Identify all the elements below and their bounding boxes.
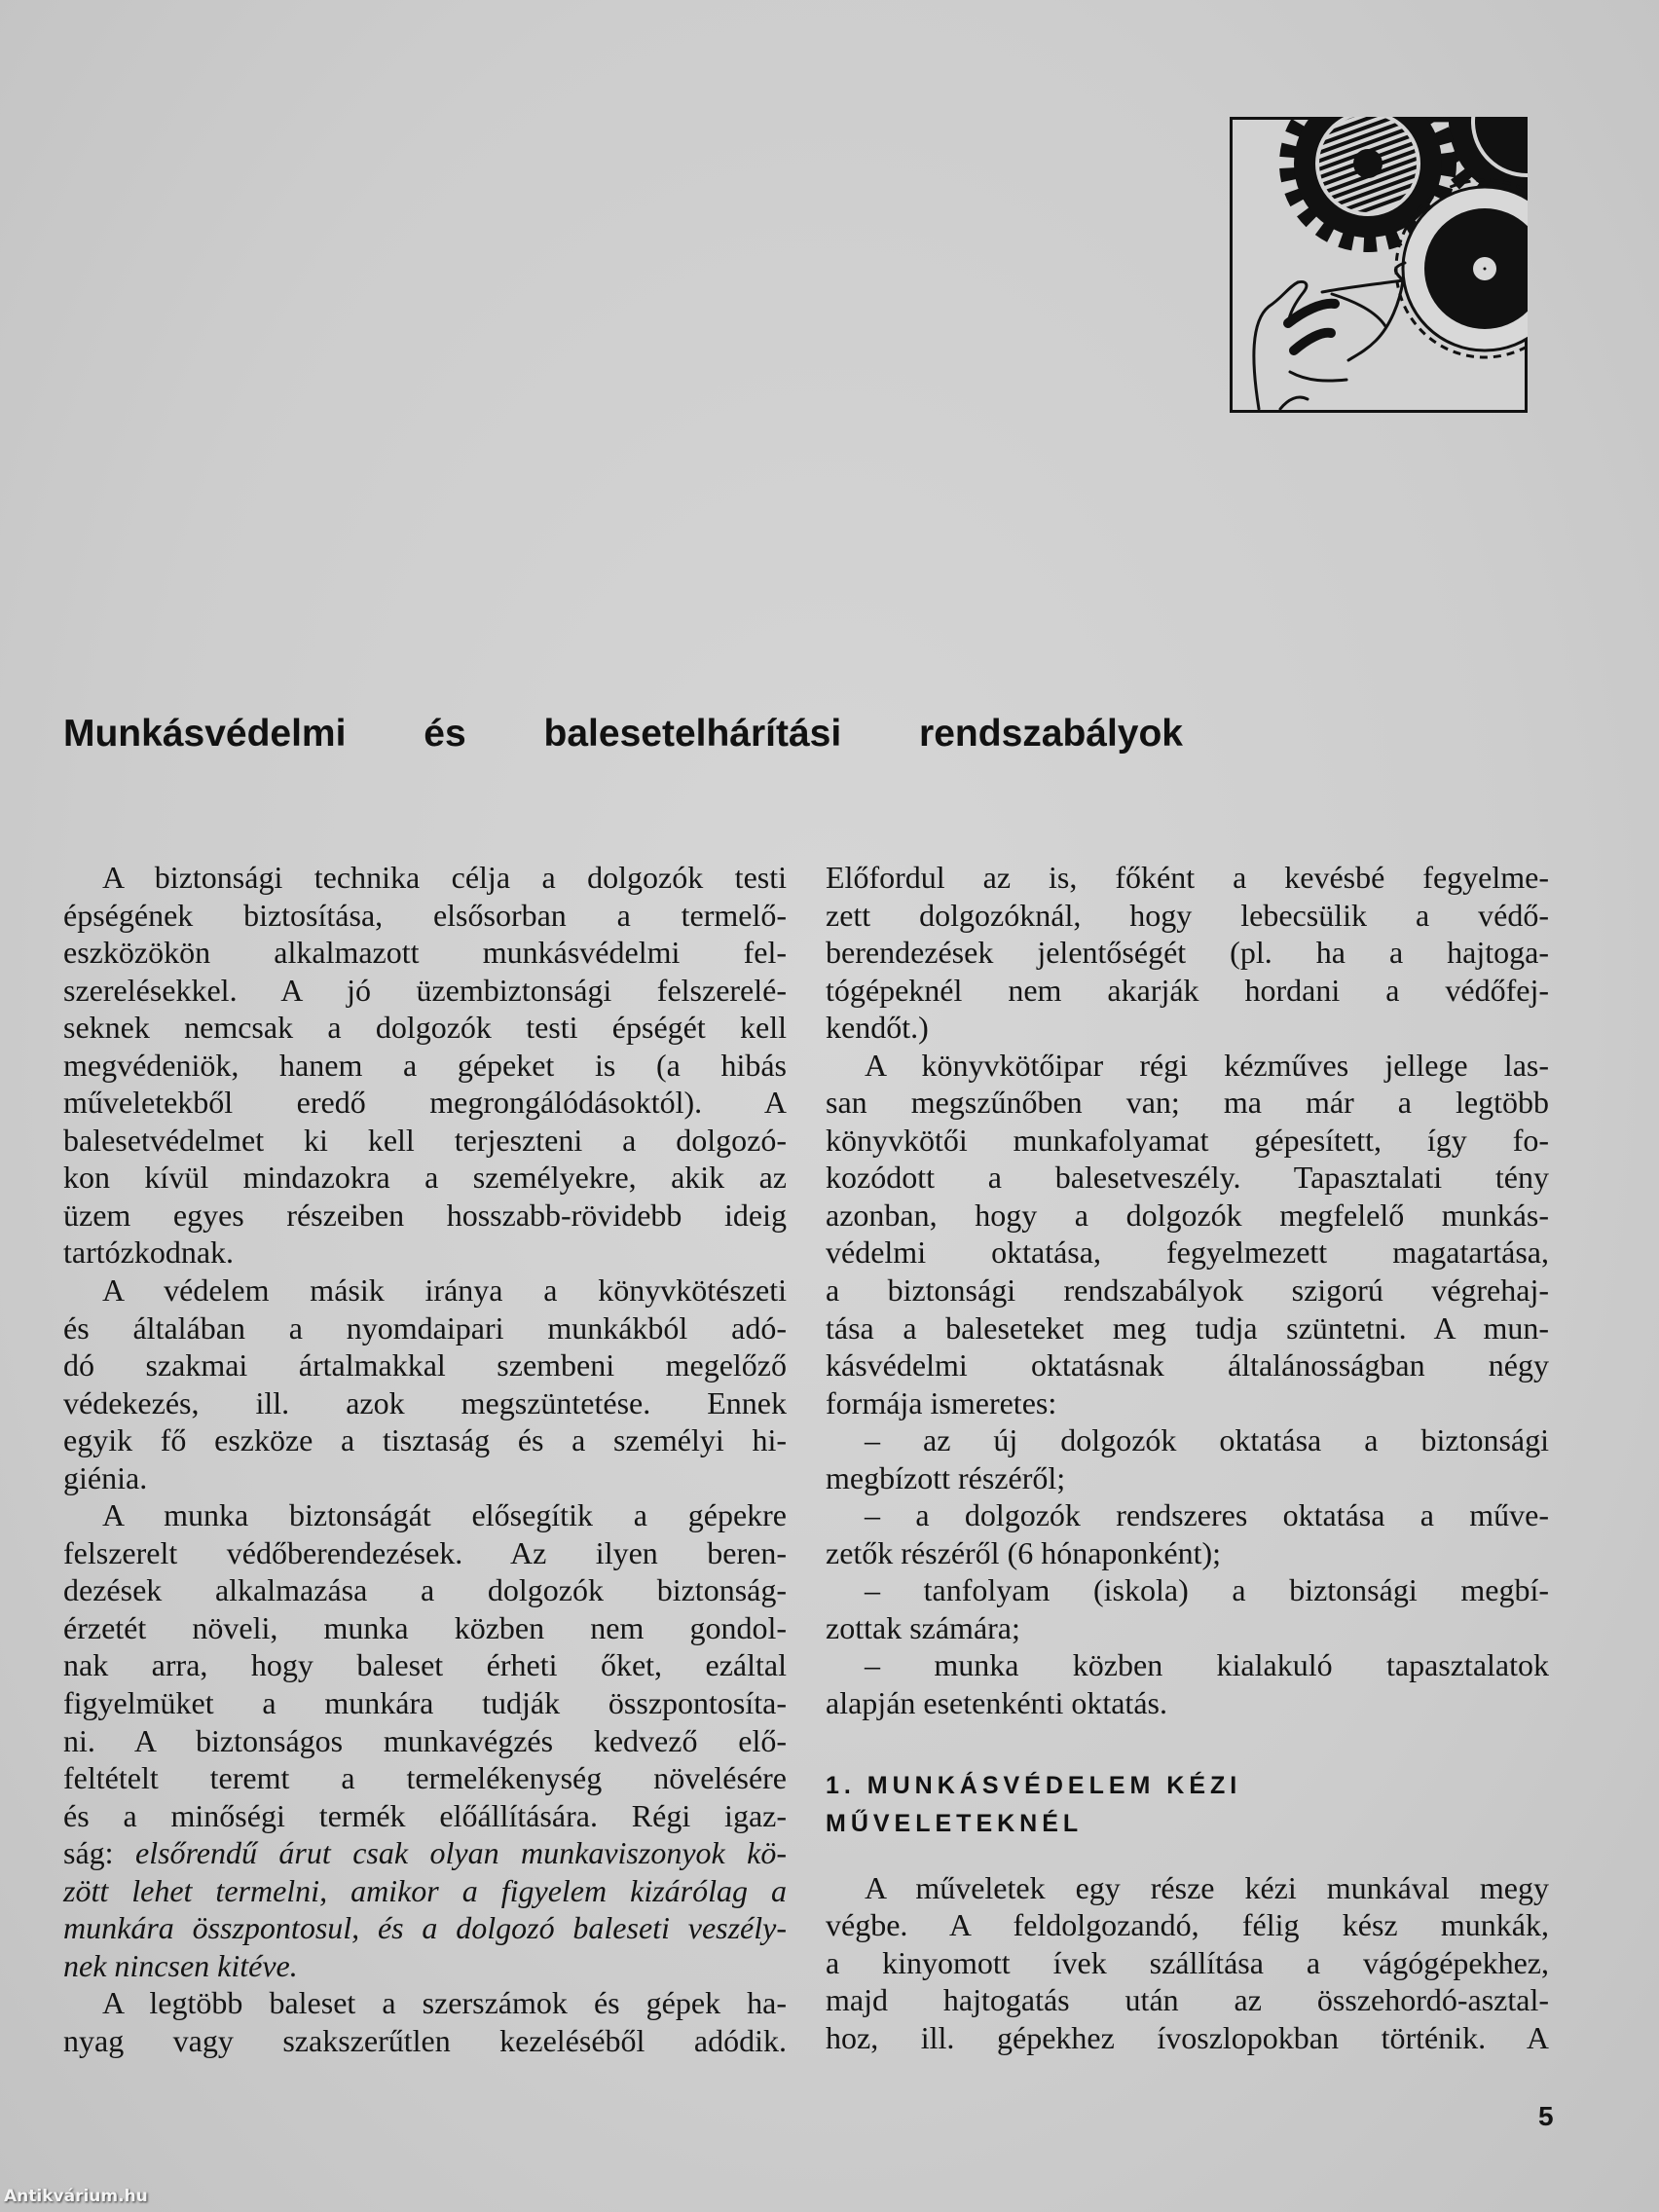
section-heading — [826, 1767, 1549, 1843]
text-line: dó szakmai ártalmakkal szembeni megelőző — [63, 1347, 787, 1383]
text-line: kon kívül mindazokra a személyekre, akik az — [63, 1160, 787, 1196]
text-line: üzem egyes részeiben hosszabb-rövidebb ideig — [63, 1197, 787, 1233]
watermark: Antikvárium.hu — [4, 2187, 148, 2206]
text-line: – az új dolgozók oktatása a biztonsági — [865, 1422, 1549, 1458]
paragraph — [826, 859, 1549, 1047]
paragraph — [826, 1421, 1549, 1496]
text-line — [63, 1947, 787, 1985]
paragraph — [63, 1984, 787, 2059]
text-italic: zött lehet termelni, amikor a figyelem kizárólag a — [63, 1872, 787, 1908]
paragraph — [826, 1496, 1549, 1571]
text-line: A munka biztonságát elősegítik a gépekre — [102, 1497, 787, 1533]
text-line: könyvkötői munkafolyamat gépesített, így fo- — [826, 1122, 1549, 1158]
text-line: – a dolgozók rendszeres oktatása a műve- — [865, 1497, 1549, 1533]
text-line: egyik fő eszköze a tisztaság és a személyi hi- — [63, 1422, 787, 1458]
paragraph — [826, 1869, 1549, 2057]
text-line: tógépeknél nem akarják hordani a védőfej- — [826, 972, 1549, 1008]
text-line: és a minőségi termék előállítására. Régi igaz- — [63, 1797, 787, 1833]
section-heading-line: MŰVELETEKNÉL — [826, 1809, 1084, 1837]
text-italic: elsőrendű árut csak olyan munkaviszonyok kö- — [134, 1835, 788, 1871]
text-italic: munkára összpontosul, és a dolgozó baleseti veszély- — [63, 1910, 787, 1946]
page-title: Munkásvédelmi és balesetelhárítási rendszabályok — [63, 713, 1183, 755]
text-line: majd hajtogatás után az összehordó-asztal- — [826, 1982, 1549, 2018]
text-line: tartózkodnak. — [63, 1235, 235, 1271]
text-line: nak arra, hogy baleset érheti őket, ezáltal — [63, 1647, 787, 1683]
paragraph — [63, 859, 787, 1272]
text-line: műveletekből eredő megrongálódásoktól). A — [63, 1085, 787, 1121]
text-line: ni. A biztonságos munkavégzés kedvező elő- — [63, 1722, 787, 1758]
text-line: A biztonsági technika célja a dolgozók testi — [102, 860, 787, 895]
text-line: Előfordul az is, főként a kevésbé fegyelme- — [826, 860, 1549, 895]
paragraph — [63, 1272, 787, 1496]
text-line: balesetvédelmet ki kell terjeszteni a dolgozó- — [63, 1122, 787, 1158]
text-line: san megszűnőben van; ma már a legtöbb — [826, 1085, 1549, 1121]
text-line: A könyvkötőipar régi kézműves jellege las- — [865, 1047, 1549, 1083]
text-line: végbe. A feldolgozandó, félig kész munkák, — [826, 1907, 1549, 1943]
text-line: – munka közben kialakuló tapasztalatok — [865, 1647, 1549, 1683]
text-line: azonban, hogy a dolgozók megfelelő munkás- — [826, 1197, 1549, 1233]
text-line: a kinyomott ívek szállítása a vágógépekhez, — [826, 1944, 1549, 1980]
text-line — [63, 1834, 787, 1872]
text-line: védekezés, ill. azok megszüntetése. Ennek — [63, 1384, 787, 1420]
text-line: hoz, ill. gépekhez ívoszlopokban történik. A — [826, 2019, 1549, 2055]
text-line: A védelem másik iránya a könyvkötészeti — [102, 1272, 787, 1309]
text-line: nyag vagy szakszerűtlen kezeléséből adódik. — [63, 2022, 787, 2058]
text-line: dezések alkalmazása a dolgozók biztonság- — [63, 1572, 787, 1608]
text-line: formája ismeretes: — [826, 1384, 1057, 1420]
paragraph — [63, 1496, 787, 1984]
paragraph — [826, 1047, 1549, 1421]
text-line: alapján esetenkénti oktatás. — [826, 1685, 1167, 1721]
text-line: giénia. — [63, 1459, 148, 1495]
text-normal: ság: — [63, 1835, 135, 1871]
text-line — [63, 1872, 787, 1910]
text-line: megbízott részéről; — [826, 1459, 1066, 1495]
text-line: zetők részéről (6 hónaponként); — [826, 1534, 1222, 1570]
text-line: zottak számára; — [826, 1609, 1020, 1645]
text-line: kendőt.) — [826, 1010, 929, 1046]
text-line: épségének biztosítása, elsősorban a termelő- — [63, 897, 787, 933]
text-line: védelmi oktatása, fegyelmezett magatartása, — [826, 1235, 1549, 1271]
text-line: zett dolgozóknál, hogy lebecsülik a védő- — [826, 897, 1549, 933]
gears-and-hand-icon — [1230, 117, 1528, 413]
text-line: kozódott a balesetveszély. Tapasztalati tény — [826, 1160, 1549, 1196]
text-line: felszerelt védőberendezések. Az ilyen beren- — [63, 1534, 787, 1570]
text-line: seknek nemcsak a dolgozók testi épségét kell — [63, 1010, 787, 1046]
left-column — [63, 859, 787, 2060]
text-line — [63, 1909, 787, 1947]
text-line: eszközökön alkalmazott munkásvédelmi fel- — [63, 935, 787, 971]
paragraph — [826, 1646, 1549, 1721]
text-line: kásvédelmi oktatásnak általánosságban négy — [826, 1347, 1549, 1383]
text-italic: nek nincsen kitéve. — [63, 1947, 298, 1983]
paragraph — [826, 1571, 1549, 1646]
text-line: megvédeniök, hanem a gépeket is (a hibás — [63, 1047, 787, 1083]
text-line: szerelésekkel. A jó üzembiztonsági felszerelé- — [63, 972, 787, 1008]
text-line: és általában a nyomdaipari munkákból adó- — [63, 1309, 787, 1346]
text-line: figyelmüket a munkára tudják összpontosíta- — [63, 1685, 787, 1721]
text-line: a biztonsági rendszabályok szigorú végrehaj- — [826, 1272, 1549, 1309]
text-line: feltételt teremt a termelékenység növelésére — [63, 1760, 787, 1796]
text-line: – tanfolyam (iskola) a biztonsági megbí- — [865, 1572, 1549, 1608]
text-line: berendezések jelentőségét (pl. ha a hajtoga- — [826, 935, 1549, 971]
right-column — [826, 859, 1549, 2056]
text-line: tása a baleseteket meg tudja szüntetni. A mun- — [826, 1309, 1549, 1346]
text-line: A műveletek egy része kézi munkával megy — [865, 1869, 1549, 1905]
text-line: érzetét növeli, munka közben nem gondol- — [63, 1609, 787, 1645]
text-line: A legtöbb baleset a szerszámok és gépek ha- — [102, 1985, 787, 2021]
section-heading-line: 1. MUNKÁSVÉDELEM KÉZI — [826, 1771, 1242, 1799]
page-number: 5 — [1538, 2101, 1554, 2131]
